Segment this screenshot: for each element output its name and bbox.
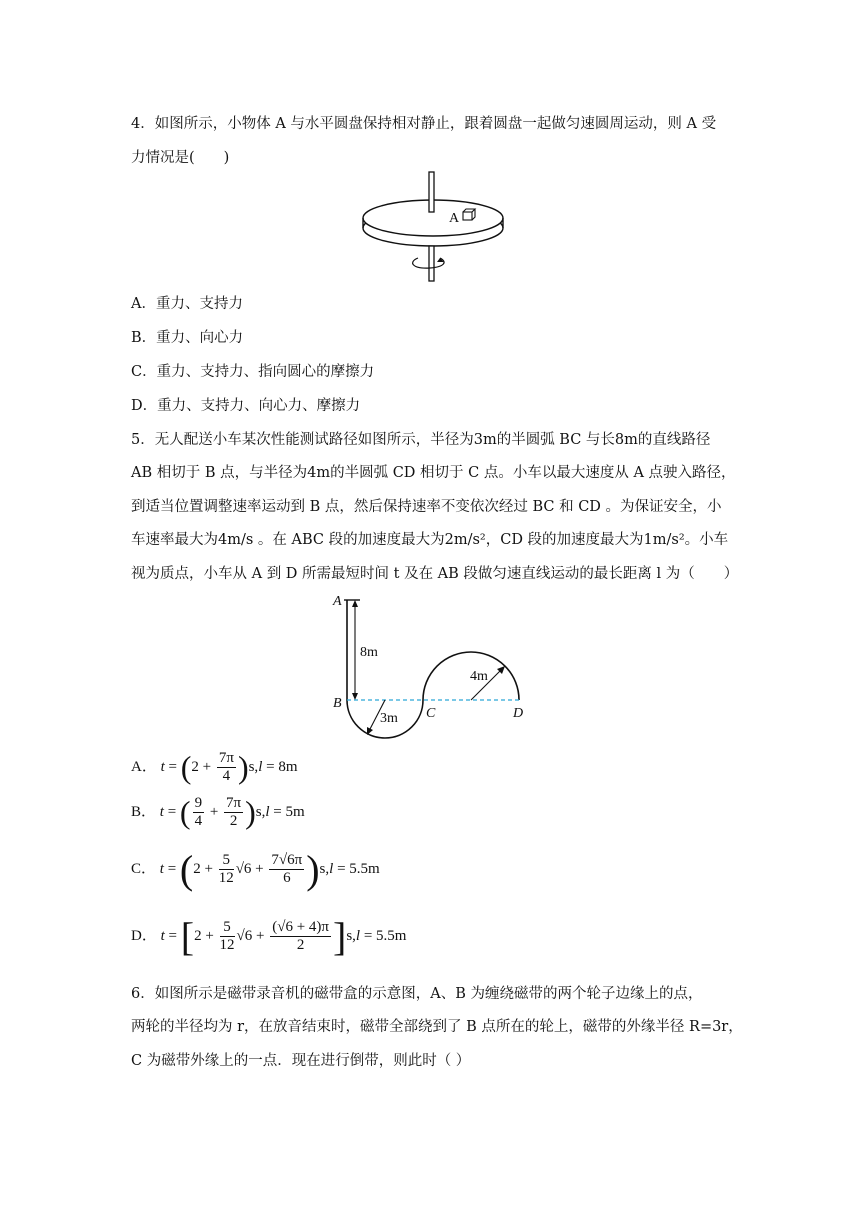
equals-sign: = bbox=[168, 927, 177, 944]
q5-stem-line4: 车速率最大为4m/s 。在 ABC 段的加速度最大为2m/s²，CD 段的加速度最大为1m/s²。小车 bbox=[131, 532, 729, 548]
q6-stem-line3: C 为磁带外缘上的一点．现在进行倒带，则此时（ ） bbox=[131, 1053, 471, 1069]
var-t: t bbox=[160, 927, 165, 944]
q5-option-a: A． t = (2 + $\frac{7\pi}{4}$ )s,l = 8m bbox=[131, 749, 298, 785]
q5-stem-line1: 5．无人配送小车某次性能测试路径如图所示，半径为3m的半圆弧 BC 与长8m的直线路径 bbox=[131, 432, 711, 448]
unit-s: s, bbox=[319, 860, 330, 877]
equals-sign: = bbox=[167, 803, 177, 820]
equals-sign: = bbox=[167, 860, 177, 877]
q5-label-d: D bbox=[513, 706, 524, 721]
l-value: = 8m bbox=[266, 758, 298, 775]
q4-option-c: C．重力、支持力、指向圆心的摩擦力 bbox=[131, 364, 375, 380]
q5-len-label: 8m bbox=[360, 645, 378, 660]
q5-label-a: A bbox=[333, 594, 342, 609]
option-letter: B． bbox=[131, 803, 157, 820]
q5-label-b: B bbox=[333, 696, 342, 711]
q5-label-c: C bbox=[426, 706, 436, 721]
var-l: l bbox=[265, 803, 270, 820]
formula-const: 2 + bbox=[191, 758, 212, 775]
q5-r2-label: 4m bbox=[470, 669, 488, 684]
equals-sign: = bbox=[168, 758, 177, 775]
frac-numerator: 9 bbox=[194, 795, 203, 811]
rotating-disk-figure bbox=[360, 170, 510, 285]
q5-stem-line5: 视为质点，小车从 A 到 D 所需最短时间 t 及在 AB 段做匀速直线运动的最长距离 l 为（ ） bbox=[131, 566, 739, 582]
q4-option-b: B．重力、向心力 bbox=[131, 330, 244, 346]
q6-stem-line2: 两轮的半径均为 r，在放音结束时，磁带全部绕到了 B 点所在的轮上，磁带的外缘半径 R=3r， bbox=[131, 1019, 743, 1035]
q4-stem-line2: 力情况是( ) bbox=[131, 150, 230, 166]
var-l: l bbox=[258, 758, 263, 775]
formula-const: 2 + bbox=[194, 927, 214, 944]
frac-denominator: 12 bbox=[218, 870, 234, 886]
q5-option-c: C． t = (2 + $\frac{5}{12}$ √6 + $\frac{7√6\pi}{6}$ )s,l = 5.5m bbox=[131, 847, 380, 892]
frac-denominator: 4 bbox=[194, 813, 203, 829]
q4-option-d: D．重力、支持力、向心力、摩擦力 bbox=[131, 398, 361, 414]
formula-const: 2 + bbox=[193, 860, 213, 877]
option-letter: A． bbox=[131, 758, 157, 775]
option-letter: D． bbox=[131, 927, 157, 944]
frac-denominator: 2 bbox=[229, 813, 238, 829]
frac-numerator: 5 bbox=[220, 919, 235, 937]
unit-s: s, bbox=[248, 758, 259, 775]
sqrt6-term: √6 + bbox=[235, 860, 264, 877]
frac-numerator: (√6 + 4)π bbox=[272, 919, 329, 935]
q4-stem-line1: 4．如图所示，小物体 A 与水平圆盘保持相对静止，跟着圆盘一起做匀速圆周运动，则 A 受 bbox=[131, 116, 717, 132]
l-value: = 5.5m bbox=[363, 927, 407, 944]
frac-numerator: 7π bbox=[218, 750, 234, 766]
var-t: t bbox=[159, 803, 164, 820]
q4-figure-label-a: A bbox=[449, 211, 460, 226]
option-letter: C． bbox=[131, 860, 157, 877]
q4-option-a: A．重力、支持力 bbox=[131, 296, 243, 312]
unit-s: s, bbox=[255, 803, 266, 820]
var-t: t bbox=[160, 758, 165, 775]
l-value: = 5m bbox=[273, 803, 305, 820]
frac-denominator: 4 bbox=[222, 768, 231, 784]
frac-denominator: 2 bbox=[296, 937, 305, 953]
frac-numerator: 7π bbox=[226, 795, 242, 811]
var-l: l bbox=[355, 927, 361, 944]
unit-s: s, bbox=[346, 927, 356, 944]
l-value: = 5.5m bbox=[337, 860, 380, 877]
var-l: l bbox=[329, 860, 334, 877]
frac-numerator: 5 bbox=[219, 852, 234, 870]
frac-denominator: 12 bbox=[219, 937, 235, 953]
frac-numerator: 7√6π bbox=[271, 852, 303, 868]
q5-stem-line2: AB 相切于 B 点，与半径为4m的半圆弧 CD 相切于 C 点。小车以最大速度从 A 点驶入路径， bbox=[131, 465, 736, 481]
path-figure bbox=[330, 590, 530, 750]
frac-denominator: 6 bbox=[283, 870, 291, 886]
q5-option-b: B． t = ( $\frac{9}{4}$ + $\frac{7\pi}{2}$ )s,l = 5m bbox=[131, 794, 305, 830]
q5-option-d: D． t = [2 + $\frac{5}{12}$ √6 + $\frac{(√6 + 4)\pi}{2}$ ]s,l = 5.5m bbox=[131, 914, 407, 959]
var-t: t bbox=[159, 860, 164, 877]
q5-r1-label: 3m bbox=[380, 711, 398, 726]
q6-stem-line1: 6．如图所示是磁带录音机的磁带盒的示意图，A、B 为缠绕磁带的两个轮子边缘上的点， bbox=[131, 986, 703, 1002]
sqrt6-term: √6 + bbox=[236, 927, 265, 944]
q5-stem-line3: 到适当位置调整速率运动到 B 点，然后保持速率不变依次经过 BC 和 CD 。为保证安全，小 bbox=[131, 499, 722, 515]
